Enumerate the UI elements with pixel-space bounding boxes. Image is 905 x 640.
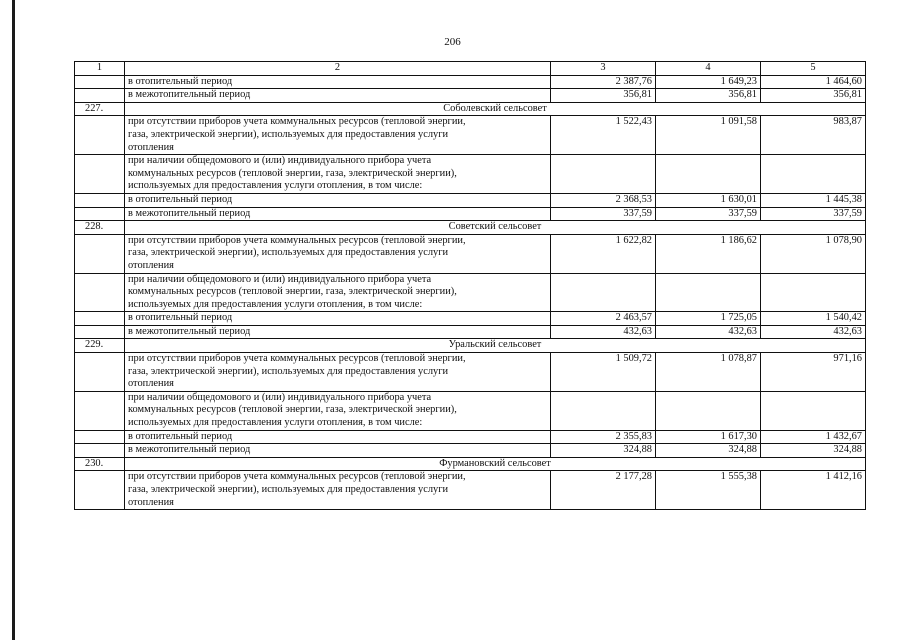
column-number: 3	[551, 62, 656, 76]
table-row	[75, 234, 866, 273]
row-number-cell	[75, 325, 125, 339]
description-line: отопления	[128, 378, 174, 390]
table-row	[75, 312, 866, 326]
table-row	[75, 89, 866, 103]
section-name: Уральский сельсовет	[125, 339, 866, 353]
description-line: отопления	[128, 259, 174, 271]
tariff-value: 1 432,67	[761, 430, 866, 444]
row-description	[125, 155, 551, 194]
tariff-table-body	[75, 62, 866, 510]
row-number-cell	[75, 75, 125, 89]
description-line: при отсутствии приборов учета коммунальных ресурсов (тепловой энергии,	[128, 471, 466, 483]
tariff-value: 1 555,38	[656, 471, 761, 510]
column-number-row	[75, 62, 866, 76]
column-number: 1	[75, 62, 125, 76]
row-number-cell	[75, 430, 125, 444]
row-number-cell	[75, 391, 125, 430]
tariff-value: 356,81	[656, 89, 761, 103]
tariff-value	[551, 155, 656, 194]
row-number-cell	[75, 471, 125, 510]
tariff-value: 2 368,53	[551, 193, 656, 207]
description-line: при наличии общедомового и (или) индивидуального прибора учета	[128, 273, 432, 285]
tariff-value: 1 630,01	[656, 193, 761, 207]
tariff-value: 1 464,60	[761, 75, 866, 89]
row-description	[125, 325, 551, 339]
row-number-cell	[75, 312, 125, 326]
row-number-cell	[75, 273, 125, 312]
tariff-value: 1 540,42	[761, 312, 866, 326]
tariff-value: 1 622,82	[551, 234, 656, 273]
section-number: 230.	[75, 457, 125, 471]
description-line: используемых для предоставления услуги отопления, в том числе:	[128, 298, 423, 310]
description-line: используемых для предоставления услуги отопления, в том числе:	[128, 180, 423, 192]
row-description	[125, 116, 551, 155]
description-line: коммунальных ресурсов (тепловой энергии, газа, электрической энергии),	[128, 286, 457, 298]
description-line: газа, электрической энергии), используемых для предоставления услуги	[128, 247, 449, 259]
description-line: в межотопительный период	[128, 444, 251, 456]
table-row	[75, 207, 866, 221]
tariff-value: 971,16	[761, 353, 866, 392]
description-line: коммунальных ресурсов (тепловой энергии, газа, электрической энергии),	[128, 167, 457, 179]
tariff-value: 1 617,30	[656, 430, 761, 444]
table-row	[75, 155, 866, 194]
row-number-cell	[75, 193, 125, 207]
tariff-value: 2 387,76	[551, 75, 656, 89]
tariff-value: 1 649,23	[656, 75, 761, 89]
section-number: 229.	[75, 339, 125, 353]
description-line: при отсутствии приборов учета коммунальных ресурсов (тепловой энергии,	[128, 234, 466, 246]
section-name: Советский сельсовет	[125, 221, 866, 235]
description-line: в межотопительный период	[128, 325, 251, 337]
tariff-value	[551, 391, 656, 430]
page-number: 206	[444, 36, 461, 48]
row-description	[125, 353, 551, 392]
table-row	[75, 273, 866, 312]
tariff-value: 1 078,90	[761, 234, 866, 273]
description-line: в межотопительный период	[128, 207, 251, 219]
tariff-value: 1 412,16	[761, 471, 866, 510]
description-line: при наличии общедомового и (или) индивидуального прибора учета	[128, 391, 432, 403]
binding-edge	[12, 0, 15, 640]
section-name: Фурмановский сельсовет	[125, 457, 866, 471]
tariff-value: 324,88	[656, 444, 761, 458]
row-description	[125, 273, 551, 312]
tariff-value: 356,81	[761, 89, 866, 103]
table-row	[75, 353, 866, 392]
tariff-value: 1 078,87	[656, 353, 761, 392]
tariff-value	[761, 391, 866, 430]
row-number-cell	[75, 353, 125, 392]
section-header-row	[75, 102, 866, 116]
description-line: коммунальных ресурсов (тепловой энергии, газа, электрической энергии),	[128, 404, 457, 416]
description-line: в отопительный период	[128, 193, 233, 205]
section-number: 227.	[75, 102, 125, 116]
tariff-value: 1 091,58	[656, 116, 761, 155]
table-row	[75, 75, 866, 89]
row-description	[125, 234, 551, 273]
table-row	[75, 471, 866, 510]
section-header-row	[75, 457, 866, 471]
tariff-value: 1 445,38	[761, 193, 866, 207]
row-description	[125, 207, 551, 221]
description-line: при наличии общедомового и (или) индивидуального прибора учета	[128, 155, 432, 167]
description-line: газа, электрической энергии), используемых для предоставления услуги	[128, 365, 449, 377]
row-number-cell	[75, 207, 125, 221]
tariff-value: 432,63	[656, 325, 761, 339]
row-description	[125, 471, 551, 510]
tariff-value: 324,88	[761, 444, 866, 458]
column-number: 5	[761, 62, 866, 76]
row-number-cell	[75, 234, 125, 273]
row-description: в межотопительный период	[125, 89, 551, 103]
description-line: в отопительный период	[128, 430, 233, 442]
tariff-value: 1 186,62	[656, 234, 761, 273]
tariff-value: 356,81	[551, 89, 656, 103]
tariff-value	[656, 391, 761, 430]
tariff-table	[74, 61, 866, 510]
description-line: газа, электрической энергии), используемых для предоставления услуги	[128, 128, 449, 140]
section-header-row	[75, 221, 866, 235]
row-description	[125, 430, 551, 444]
section-number: 228.	[75, 221, 125, 235]
tariff-value	[761, 273, 866, 312]
tariff-value: 2 463,57	[551, 312, 656, 326]
tariff-value: 1 509,72	[551, 353, 656, 392]
tariff-value: 432,63	[551, 325, 656, 339]
tariff-value	[761, 155, 866, 194]
tariff-value: 1 725,05	[656, 312, 761, 326]
table-row	[75, 444, 866, 458]
row-description	[125, 312, 551, 326]
table-row	[75, 430, 866, 444]
tariff-value: 2 355,83	[551, 430, 656, 444]
column-number: 4	[656, 62, 761, 76]
row-description	[125, 444, 551, 458]
row-description	[125, 193, 551, 207]
row-number-cell	[75, 444, 125, 458]
table-row	[75, 116, 866, 155]
row-number-cell	[75, 89, 125, 103]
description-line: при отсутствии приборов учета коммунальных ресурсов (тепловой энергии,	[128, 116, 466, 128]
section-name: Соболевский сельсовет	[125, 102, 866, 116]
tariff-value: 2 177,28	[551, 471, 656, 510]
description-line: используемых для предоставления услуги отопления, в том числе:	[128, 417, 423, 429]
description-line: отопления	[128, 496, 174, 508]
table-row	[75, 193, 866, 207]
column-number: 2	[125, 62, 551, 76]
tariff-value: 337,59	[656, 207, 761, 221]
tariff-value	[656, 155, 761, 194]
row-description	[125, 391, 551, 430]
description-line: в отопительный период	[128, 312, 233, 324]
tariff-value: 1 522,43	[551, 116, 656, 155]
tariff-value: 337,59	[551, 207, 656, 221]
tariff-value: 432,63	[761, 325, 866, 339]
tariff-value	[656, 273, 761, 312]
tariff-value: 324,88	[551, 444, 656, 458]
table-row	[75, 325, 866, 339]
table-row	[75, 391, 866, 430]
tariff-value: 337,59	[761, 207, 866, 221]
row-number-cell	[75, 155, 125, 194]
description-line: отопления	[128, 141, 174, 153]
row-description: в отопительный период	[125, 75, 551, 89]
tariff-value	[551, 273, 656, 312]
tariff-value: 983,87	[761, 116, 866, 155]
description-line: газа, электрической энергии), используемых для предоставления услуги	[128, 484, 449, 495]
section-header-row	[75, 339, 866, 353]
description-line: при отсутствии приборов учета коммунальных ресурсов (тепловой энергии,	[128, 353, 466, 365]
row-number-cell	[75, 116, 125, 155]
